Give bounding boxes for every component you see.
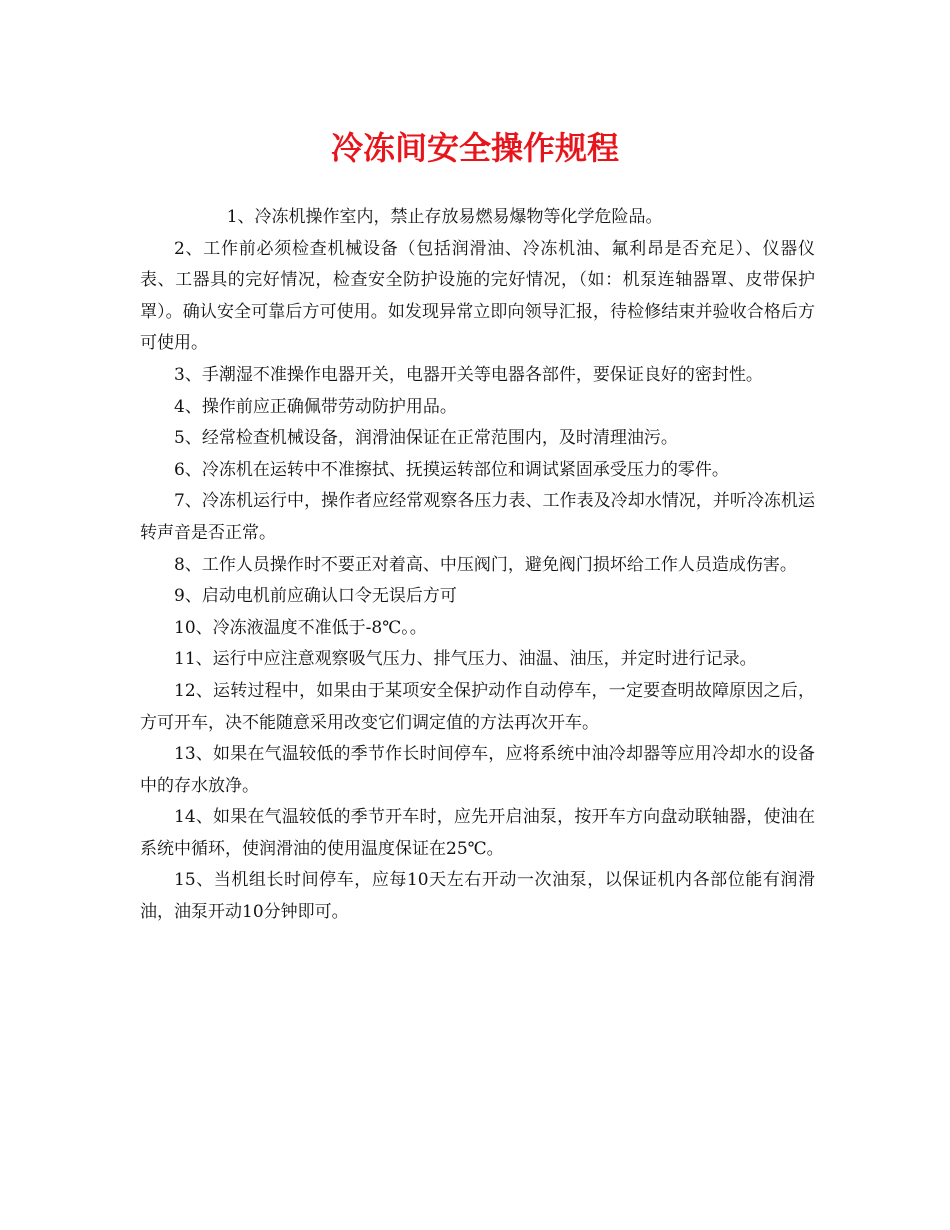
rule-paragraph-4: 4、操作前应正确佩带劳动防护用品。 — [174, 396, 457, 417]
rule-paragraph-15: 15、当机组长时间停车，应每10天左右开动一次油泵，以保证机内各部位能有润滑油，油泵开动10分钟即可。 — [140, 870, 815, 923]
rule-paragraph-13: 13、如果在气温较低的季节作长时间停车，应将系统中油冷却器等应用冷却水的设备中的存水放净。 — [140, 744, 815, 796]
rule-paragraph-1: 1、冷冻机操作室内，禁止存放易燃易爆物等化学危险品。 — [226, 207, 663, 227]
rule-paragraph-11: 11、运行中应注意观察吸气压力、排气压力、油温、油压，并定时进行记录。 — [174, 649, 757, 670]
rule-paragraph-9: 9、启动电机前应确认口令无误后方可 — [174, 586, 457, 607]
document-title: 冷冻间安全操作规程 — [330, 129, 619, 167]
rule-paragraph-7: 7、冷冻机运行中，操作者应经常观察各压力表、工作表及冷却水情况，并听冷冻机运转声音是否正常。 — [140, 491, 815, 543]
rule-paragraph-14: 14、如果在气温较低的季节开车时，应先开启油泵，按开车方向盘动联轴器，使油在系统中循环，使润滑油的使用温度保证在25℃。 — [140, 807, 815, 859]
document-body — [140, 202, 815, 929]
rule-paragraph-8: 8、工作人员操作时不要正对着高、中压阀门，避免阀门损坏给工作人员造成伤害。 — [174, 554, 797, 575]
rule-paragraph-12: 12、运转过程中，如果由于某项安全保护动作自动停车，一定要查明故障原因之后，方可开车，决不能随意采用改变它们调定值的方法再次开车。 — [140, 680, 815, 733]
rule-paragraph-6: 6、冷冻机在运转中不准擦拭、抚摸运转部位和调试紧固承受压力的零件。 — [174, 459, 729, 480]
rule-paragraph-5: 5、经常检查机械设备，润滑油保证在正常范围内，及时清理油污。 — [174, 428, 678, 449]
rule-paragraph-3: 3、手潮湿不准操作电器开关，电器开关等电器各部件，要保证良好的密封性。 — [174, 364, 763, 385]
rule-paragraph-2: 2、工作前必须检查机械设备（包括润滑油、冷冻机油、氟利昂是否充足）、仪器仪表、工器具的完好情况，检查安全防护设施的完好情况，（如：机泵连轴器罩、皮带保护罩）。确认安全可靠后方可使用。如发现异常立即向领导汇报，待检修结束并验收合格后方可使用。 — [140, 238, 815, 354]
rule-paragraph-10: 10、冷冻液温度不准低于-8℃。。 — [174, 617, 427, 638]
